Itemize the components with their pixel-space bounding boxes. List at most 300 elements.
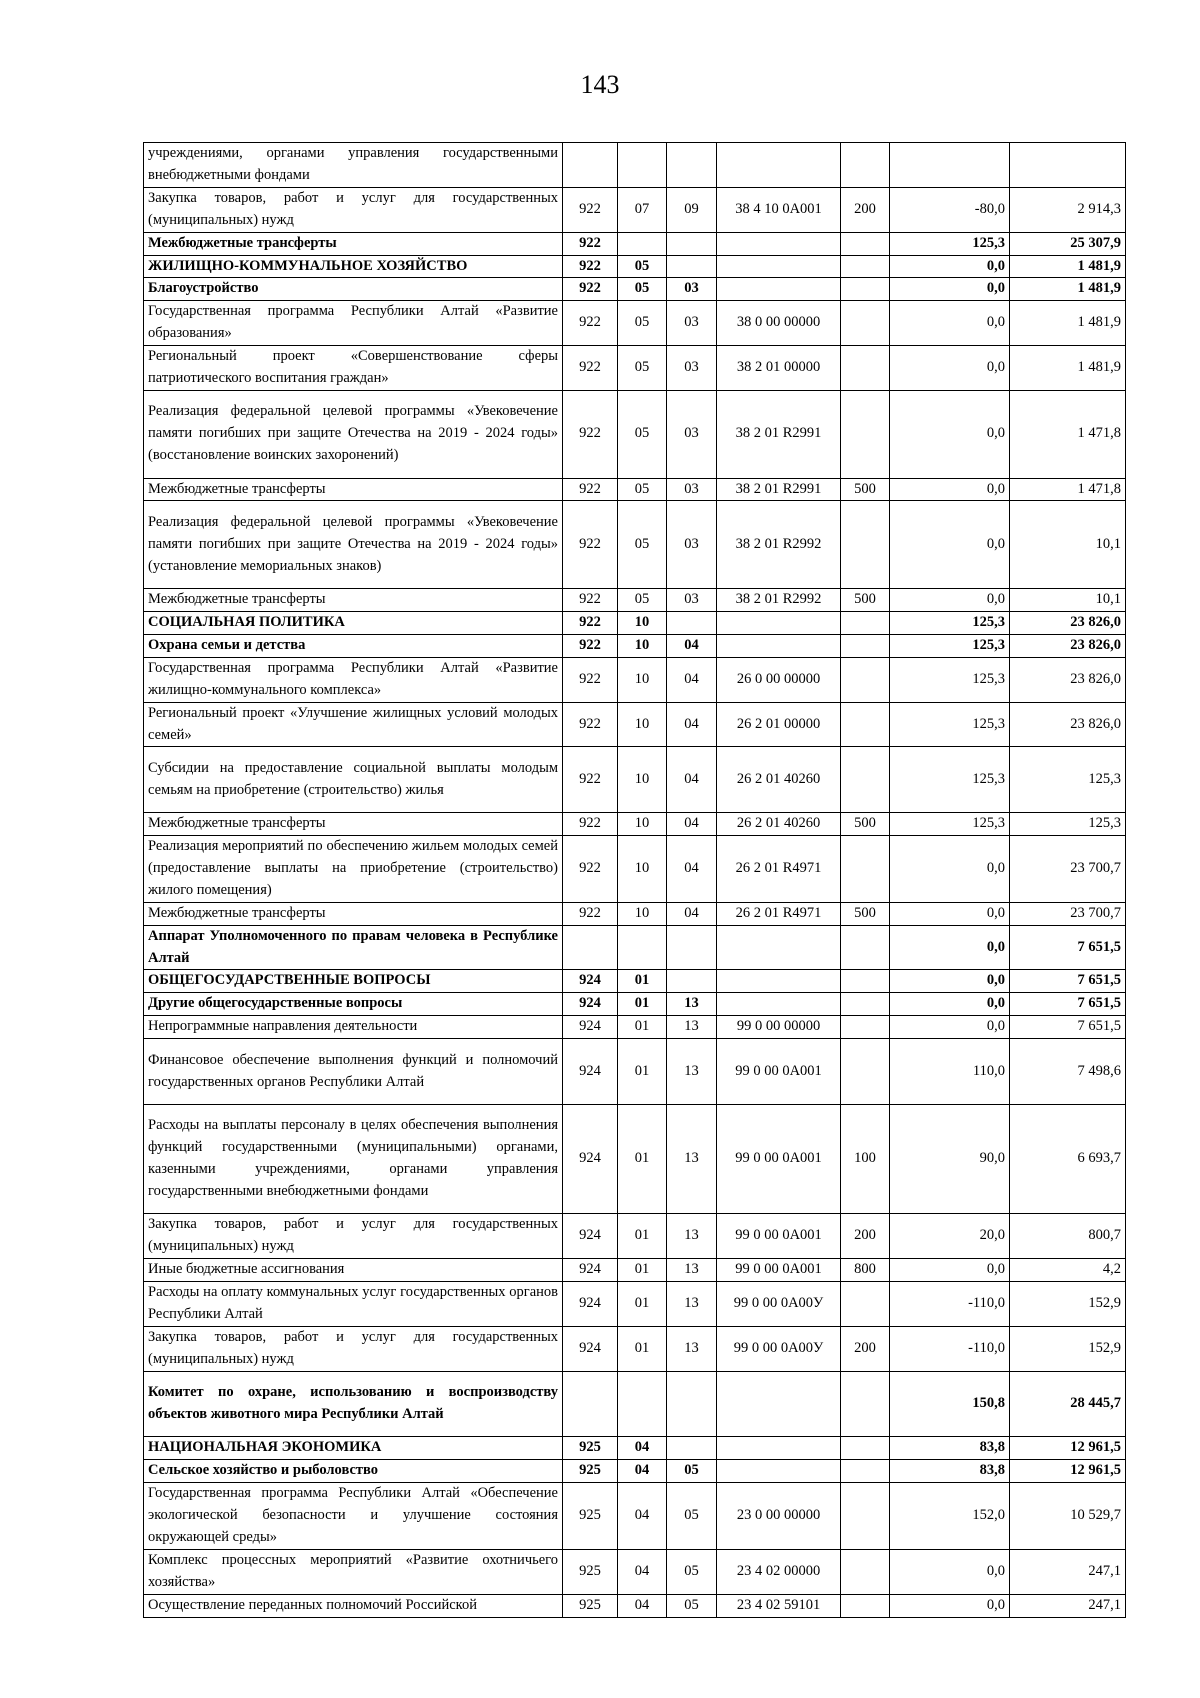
- target-article-cell: 38 2 01 R2991: [717, 390, 841, 478]
- total-amount-cell: 247,1: [1010, 1549, 1126, 1594]
- expense-type-cell: [841, 301, 890, 346]
- target-article-cell: 99 0 00 0А00У: [717, 1326, 841, 1371]
- change-amount-cell: 125,3: [890, 611, 1010, 634]
- total-amount-cell: [1010, 143, 1126, 188]
- target-article-cell: 26 2 01 R4971: [717, 902, 841, 925]
- item-name-cell: Реализация федеральной целевой программы «Увековечение памяти погибших при защите Отечества на 2019 - 2024 годы» (установление мемориальных знаков): [144, 501, 563, 589]
- department-code-cell: 925: [563, 1437, 618, 1460]
- target-article-cell: 23 4 02 59101: [717, 1594, 841, 1617]
- subsection-code-cell: 05: [667, 1460, 717, 1483]
- table-row: [144, 390, 1126, 478]
- expense-type-cell: [841, 970, 890, 993]
- table-row: [144, 1016, 1126, 1039]
- change-amount-cell: 110,0: [890, 1039, 1010, 1105]
- expense-type-cell: [841, 702, 890, 747]
- expense-type-cell: 200: [841, 187, 890, 232]
- subsection-code-cell: 04: [667, 634, 717, 657]
- change-amount-cell: 125,3: [890, 813, 1010, 836]
- department-code-cell: 922: [563, 255, 618, 278]
- department-code-cell: 925: [563, 1594, 618, 1617]
- target-article-cell: [717, 1460, 841, 1483]
- department-code-cell: 922: [563, 278, 618, 301]
- item-name-cell: Аппарат Уполномоченного по правам человека в Республике Алтай: [144, 925, 563, 970]
- budget-table: [143, 142, 1126, 1618]
- target-article-cell: 99 0 00 0А00У: [717, 1282, 841, 1327]
- target-article-cell: 99 0 00 0А001: [717, 1214, 841, 1259]
- section-code-cell: [618, 1371, 667, 1437]
- total-amount-cell: 23 700,7: [1010, 836, 1126, 903]
- expense-type-cell: [841, 836, 890, 903]
- subsection-code-cell: 03: [667, 278, 717, 301]
- subsection-code-cell: 04: [667, 902, 717, 925]
- table-row: [144, 501, 1126, 589]
- target-article-cell: 99 0 00 0А001: [717, 1039, 841, 1105]
- table-row: [144, 1437, 1126, 1460]
- change-amount-cell: 0,0: [890, 301, 1010, 346]
- change-amount-cell: 152,0: [890, 1483, 1010, 1550]
- section-code-cell: 10: [618, 634, 667, 657]
- total-amount-cell: 12 961,5: [1010, 1460, 1126, 1483]
- expense-type-cell: [841, 390, 890, 478]
- subsection-code-cell: 04: [667, 702, 717, 747]
- expense-type-cell: 500: [841, 902, 890, 925]
- change-amount-cell: 125,3: [890, 232, 1010, 255]
- target-article-cell: 38 2 01 R2992: [717, 501, 841, 589]
- expense-type-cell: [841, 925, 890, 970]
- subsection-code-cell: 09: [667, 187, 717, 232]
- department-code-cell: 922: [563, 589, 618, 612]
- item-name-cell: ОБЩЕГОСУДАРСТВЕННЫЕ ВОПРОСЫ: [144, 970, 563, 993]
- department-code-cell: 922: [563, 611, 618, 634]
- total-amount-cell: 23 826,0: [1010, 611, 1126, 634]
- subsection-code-cell: 13: [667, 1214, 717, 1259]
- table-row: [144, 747, 1126, 813]
- target-article-cell: 38 4 10 0А001: [717, 187, 841, 232]
- table-row: [144, 278, 1126, 301]
- department-code-cell: 924: [563, 993, 618, 1016]
- change-amount-cell: 125,3: [890, 702, 1010, 747]
- section-code-cell: 10: [618, 813, 667, 836]
- expense-type-cell: [841, 993, 890, 1016]
- change-amount-cell: 20,0: [890, 1214, 1010, 1259]
- change-amount-cell: -110,0: [890, 1282, 1010, 1327]
- target-article-cell: 26 0 00 00000: [717, 657, 841, 702]
- total-amount-cell: 2 914,3: [1010, 187, 1126, 232]
- table-row: [144, 187, 1126, 232]
- department-code-cell: 922: [563, 390, 618, 478]
- department-code-cell: [563, 1371, 618, 1437]
- subsection-code-cell: 03: [667, 478, 717, 501]
- table-row: [144, 611, 1126, 634]
- total-amount-cell: 6 693,7: [1010, 1104, 1126, 1214]
- table-row: [144, 1214, 1126, 1259]
- table-row: [144, 836, 1126, 903]
- change-amount-cell: 0,0: [890, 970, 1010, 993]
- expense-type-cell: [841, 346, 890, 391]
- table-row: [144, 1594, 1126, 1617]
- table-row: [144, 1460, 1126, 1483]
- subsection-code-cell: 05: [667, 1483, 717, 1550]
- total-amount-cell: 7 651,5: [1010, 1016, 1126, 1039]
- target-article-cell: [717, 925, 841, 970]
- total-amount-cell: 25 307,9: [1010, 232, 1126, 255]
- table-row: [144, 478, 1126, 501]
- item-name-cell: Государственная программа Республики Алтай «Развитие жилищно-коммунального комплекса»: [144, 657, 563, 702]
- expense-type-cell: [841, 501, 890, 589]
- total-amount-cell: 23 826,0: [1010, 702, 1126, 747]
- department-code-cell: 922: [563, 346, 618, 391]
- subsection-code-cell: 03: [667, 301, 717, 346]
- section-code-cell: 07: [618, 187, 667, 232]
- department-code-cell: 922: [563, 702, 618, 747]
- expense-type-cell: [841, 1282, 890, 1327]
- department-code-cell: 924: [563, 970, 618, 993]
- section-code-cell: 05: [618, 346, 667, 391]
- section-code-cell: 04: [618, 1549, 667, 1594]
- department-code-cell: 922: [563, 747, 618, 813]
- change-amount-cell: 0,0: [890, 346, 1010, 391]
- change-amount-cell: 0,0: [890, 902, 1010, 925]
- target-article-cell: 23 4 02 00000: [717, 1549, 841, 1594]
- change-amount-cell: 0,0: [890, 255, 1010, 278]
- department-code-cell: 924: [563, 1039, 618, 1105]
- section-code-cell: 10: [618, 747, 667, 813]
- item-name-cell: Осуществление переданных полномочий Российской: [144, 1594, 563, 1617]
- subsection-code-cell: 04: [667, 836, 717, 903]
- total-amount-cell: 12 961,5: [1010, 1437, 1126, 1460]
- department-code-cell: [563, 925, 618, 970]
- total-amount-cell: 23 826,0: [1010, 657, 1126, 702]
- change-amount-cell: 0,0: [890, 1594, 1010, 1617]
- table-row: [144, 589, 1126, 612]
- section-code-cell: 04: [618, 1437, 667, 1460]
- item-name-cell: Региональный проект «Улучшение жилищных условий молодых семей»: [144, 702, 563, 747]
- target-article-cell: [717, 993, 841, 1016]
- table-row: [144, 1104, 1126, 1214]
- target-article-cell: [717, 232, 841, 255]
- item-name-cell: Закупка товаров, работ и услуг для государственных (муниципальных) нужд: [144, 1326, 563, 1371]
- subsection-code-cell: 04: [667, 657, 717, 702]
- table-row: [144, 813, 1126, 836]
- change-amount-cell: -80,0: [890, 187, 1010, 232]
- expense-type-cell: [841, 747, 890, 813]
- section-code-cell: 05: [618, 589, 667, 612]
- subsection-code-cell: [667, 925, 717, 970]
- table-row: [144, 1282, 1126, 1327]
- expense-type-cell: 500: [841, 813, 890, 836]
- subsection-code-cell: 13: [667, 1259, 717, 1282]
- expense-type-cell: [841, 1594, 890, 1617]
- expense-type-cell: [841, 255, 890, 278]
- table-row: [144, 1326, 1126, 1371]
- section-code-cell: 01: [618, 993, 667, 1016]
- target-article-cell: [717, 143, 841, 188]
- section-code-cell: 05: [618, 255, 667, 278]
- item-name-cell: Комитет по охране, использованию и воспроизводству объектов животного мира Республики Алтай: [144, 1371, 563, 1437]
- subsection-code-cell: 13: [667, 1039, 717, 1105]
- expense-type-cell: [841, 278, 890, 301]
- expense-type-cell: [841, 634, 890, 657]
- section-code-cell: 10: [618, 836, 667, 903]
- total-amount-cell: 23 826,0: [1010, 634, 1126, 657]
- change-amount-cell: [890, 143, 1010, 188]
- target-article-cell: [717, 611, 841, 634]
- section-code-cell: 10: [618, 902, 667, 925]
- subsection-code-cell: 13: [667, 1282, 717, 1327]
- change-amount-cell: 0,0: [890, 589, 1010, 612]
- expense-type-cell: 200: [841, 1326, 890, 1371]
- total-amount-cell: 800,7: [1010, 1214, 1126, 1259]
- table-row: [144, 1259, 1126, 1282]
- target-article-cell: 23 0 00 00000: [717, 1483, 841, 1550]
- section-code-cell: 01: [618, 970, 667, 993]
- total-amount-cell: 152,9: [1010, 1326, 1126, 1371]
- total-amount-cell: 7 651,5: [1010, 993, 1126, 1016]
- expense-type-cell: 500: [841, 478, 890, 501]
- total-amount-cell: 1 471,8: [1010, 478, 1126, 501]
- target-article-cell: 38 2 01 00000: [717, 346, 841, 391]
- section-code-cell: [618, 925, 667, 970]
- change-amount-cell: 125,3: [890, 747, 1010, 813]
- department-code-cell: 925: [563, 1549, 618, 1594]
- section-code-cell: [618, 143, 667, 188]
- item-name-cell: НАЦИОНАЛЬНАЯ ЭКОНОМИКА: [144, 1437, 563, 1460]
- total-amount-cell: 247,1: [1010, 1594, 1126, 1617]
- change-amount-cell: 83,8: [890, 1437, 1010, 1460]
- department-code-cell: 922: [563, 813, 618, 836]
- subsection-code-cell: 13: [667, 993, 717, 1016]
- item-name-cell: Государственная программа Республики Алтай «Обеспечение экологической безопасности и улучшение состояния окружающей среды»: [144, 1483, 563, 1550]
- table-row: [144, 143, 1126, 188]
- table-row: [144, 1039, 1126, 1105]
- item-name-cell: Межбюджетные трансферты: [144, 478, 563, 501]
- subsection-code-cell: 05: [667, 1594, 717, 1617]
- change-amount-cell: 125,3: [890, 634, 1010, 657]
- subsection-code-cell: [667, 143, 717, 188]
- section-code-cell: 01: [618, 1259, 667, 1282]
- section-code-cell: [618, 232, 667, 255]
- change-amount-cell: 0,0: [890, 993, 1010, 1016]
- change-amount-cell: 0,0: [890, 1549, 1010, 1594]
- target-article-cell: 38 0 00 00000: [717, 301, 841, 346]
- subsection-code-cell: 03: [667, 390, 717, 478]
- target-article-cell: 38 2 01 R2991: [717, 478, 841, 501]
- expense-type-cell: [841, 1549, 890, 1594]
- expense-type-cell: [841, 611, 890, 634]
- item-name-cell: Расходы на выплаты персоналу в целях обеспечения выполнения функций государственными (муниципальными) органами, казенными учреждениями, органами управления государственными внебюджетными фондами: [144, 1104, 563, 1214]
- table-row: [144, 702, 1126, 747]
- department-code-cell: 922: [563, 301, 618, 346]
- budget-table-body: [144, 143, 1126, 1618]
- item-name-cell: Охрана семьи и детства: [144, 634, 563, 657]
- expense-type-cell: [841, 1460, 890, 1483]
- table-row: [144, 657, 1126, 702]
- total-amount-cell: 4,2: [1010, 1259, 1126, 1282]
- target-article-cell: 38 2 01 R2992: [717, 589, 841, 612]
- total-amount-cell: 1 471,8: [1010, 390, 1126, 478]
- department-code-cell: 924: [563, 1282, 618, 1327]
- section-code-cell: 10: [618, 657, 667, 702]
- subsection-code-cell: 04: [667, 747, 717, 813]
- table-row: [144, 1371, 1126, 1437]
- total-amount-cell: 125,3: [1010, 747, 1126, 813]
- table-row: [144, 902, 1126, 925]
- item-name-cell: учреждениями, органами управления государственными внебюджетными фондами: [144, 143, 563, 188]
- change-amount-cell: 125,3: [890, 657, 1010, 702]
- item-name-cell: Закупка товаров, работ и услуг для государственных (муниципальных) нужд: [144, 187, 563, 232]
- subsection-code-cell: 03: [667, 346, 717, 391]
- subsection-code-cell: 05: [667, 1549, 717, 1594]
- section-code-cell: 01: [618, 1282, 667, 1327]
- department-code-cell: 922: [563, 657, 618, 702]
- target-article-cell: [717, 1437, 841, 1460]
- total-amount-cell: 1 481,9: [1010, 346, 1126, 391]
- section-code-cell: 05: [618, 390, 667, 478]
- section-code-cell: 05: [618, 501, 667, 589]
- expense-type-cell: [841, 232, 890, 255]
- department-code-cell: 922: [563, 836, 618, 903]
- item-name-cell: Непрограммные направления деятельности: [144, 1016, 563, 1039]
- department-code-cell: 924: [563, 1104, 618, 1214]
- expense-type-cell: [841, 1483, 890, 1550]
- table-row: [144, 1549, 1126, 1594]
- table-row: [144, 346, 1126, 391]
- item-name-cell: Другие общегосударственные вопросы: [144, 993, 563, 1016]
- expense-type-cell: 500: [841, 589, 890, 612]
- total-amount-cell: 1 481,9: [1010, 301, 1126, 346]
- item-name-cell: Межбюджетные трансферты: [144, 232, 563, 255]
- total-amount-cell: 23 700,7: [1010, 902, 1126, 925]
- target-article-cell: 26 2 01 00000: [717, 702, 841, 747]
- target-article-cell: 99 0 00 0А001: [717, 1104, 841, 1214]
- item-name-cell: Комплекс процессных мероприятий «Развитие охотничьего хозяйства»: [144, 1549, 563, 1594]
- subsection-code-cell: [667, 1437, 717, 1460]
- change-amount-cell: 0,0: [890, 501, 1010, 589]
- change-amount-cell: 90,0: [890, 1104, 1010, 1214]
- target-article-cell: [717, 278, 841, 301]
- section-code-cell: 10: [618, 702, 667, 747]
- section-code-cell: 01: [618, 1039, 667, 1105]
- target-article-cell: 26 2 01 R4971: [717, 836, 841, 903]
- subsection-code-cell: 13: [667, 1326, 717, 1371]
- subsection-code-cell: [667, 970, 717, 993]
- change-amount-cell: 0,0: [890, 1016, 1010, 1039]
- expense-type-cell: [841, 657, 890, 702]
- section-code-cell: 05: [618, 278, 667, 301]
- department-code-cell: 922: [563, 501, 618, 589]
- department-code-cell: 924: [563, 1214, 618, 1259]
- item-name-cell: Межбюджетные трансферты: [144, 589, 563, 612]
- subsection-code-cell: 03: [667, 589, 717, 612]
- item-name-cell: ЖИЛИЩНО-КОММУНАЛЬНОЕ ХОЗЯЙСТВО: [144, 255, 563, 278]
- item-name-cell: Расходы на оплату коммунальных услуг государственных органов Республики Алтай: [144, 1282, 563, 1327]
- section-code-cell: 04: [618, 1483, 667, 1550]
- item-name-cell: Реализация мероприятий по обеспечению жильем молодых семей (предоставление выплаты на приобретение (строительство) жилого помещения): [144, 836, 563, 903]
- item-name-cell: Межбюджетные трансферты: [144, 902, 563, 925]
- target-article-cell: [717, 634, 841, 657]
- item-name-cell: Финансовое обеспечение выполнения функций и полномочий государственных органов Республики Алтай: [144, 1039, 563, 1105]
- total-amount-cell: 7 651,5: [1010, 970, 1126, 993]
- item-name-cell: Закупка товаров, работ и услуг для государственных (муниципальных) нужд: [144, 1214, 563, 1259]
- section-code-cell: 01: [618, 1104, 667, 1214]
- total-amount-cell: 152,9: [1010, 1282, 1126, 1327]
- target-article-cell: 26 2 01 40260: [717, 747, 841, 813]
- item-name-cell: Реализация федеральной целевой программы «Увековечение памяти погибших при защите Отечества на 2019 - 2024 годы» (восстановление воинских захоронений): [144, 390, 563, 478]
- department-code-cell: 922: [563, 232, 618, 255]
- total-amount-cell: 10 529,7: [1010, 1483, 1126, 1550]
- change-amount-cell: 0,0: [890, 478, 1010, 501]
- change-amount-cell: -110,0: [890, 1326, 1010, 1371]
- expense-type-cell: [841, 143, 890, 188]
- total-amount-cell: 7 498,6: [1010, 1039, 1126, 1105]
- target-article-cell: [717, 970, 841, 993]
- change-amount-cell: 83,8: [890, 1460, 1010, 1483]
- page-number: 143: [580, 70, 620, 99]
- item-name-cell: Благоустройство: [144, 278, 563, 301]
- item-name-cell: Субсидии на предоставление социальной выплаты молодым семьям на приобретение (строительство) жилья: [144, 747, 563, 813]
- change-amount-cell: 0,0: [890, 925, 1010, 970]
- total-amount-cell: 28 445,7: [1010, 1371, 1126, 1437]
- target-article-cell: 99 0 00 0А001: [717, 1259, 841, 1282]
- table-row: [144, 232, 1126, 255]
- department-code-cell: 924: [563, 1016, 618, 1039]
- subsection-code-cell: [667, 232, 717, 255]
- total-amount-cell: 7 651,5: [1010, 925, 1126, 970]
- expense-type-cell: 800: [841, 1259, 890, 1282]
- total-amount-cell: 10,1: [1010, 589, 1126, 612]
- section-code-cell: 01: [618, 1214, 667, 1259]
- item-name-cell: Сельское хозяйство и рыболовство: [144, 1460, 563, 1483]
- item-name-cell: Государственная программа Республики Алтай «Развитие образования»: [144, 301, 563, 346]
- target-article-cell: [717, 1371, 841, 1437]
- total-amount-cell: 1 481,9: [1010, 278, 1126, 301]
- section-code-cell: 10: [618, 611, 667, 634]
- expense-type-cell: 200: [841, 1214, 890, 1259]
- item-name-cell: Иные бюджетные ассигнования: [144, 1259, 563, 1282]
- section-code-cell: 05: [618, 478, 667, 501]
- change-amount-cell: 0,0: [890, 390, 1010, 478]
- department-code-cell: [563, 143, 618, 188]
- section-code-cell: 05: [618, 301, 667, 346]
- subsection-code-cell: [667, 611, 717, 634]
- change-amount-cell: 0,0: [890, 836, 1010, 903]
- table-row: [144, 993, 1126, 1016]
- subsection-code-cell: 03: [667, 501, 717, 589]
- target-article-cell: 99 0 00 00000: [717, 1016, 841, 1039]
- subsection-code-cell: 13: [667, 1016, 717, 1039]
- section-code-cell: 04: [618, 1460, 667, 1483]
- total-amount-cell: 10,1: [1010, 501, 1126, 589]
- expense-type-cell: 100: [841, 1104, 890, 1214]
- expense-type-cell: [841, 1016, 890, 1039]
- expense-type-cell: [841, 1371, 890, 1437]
- subsection-code-cell: 13: [667, 1104, 717, 1214]
- section-code-cell: 01: [618, 1016, 667, 1039]
- target-article-cell: [717, 255, 841, 278]
- target-article-cell: 26 2 01 40260: [717, 813, 841, 836]
- department-code-cell: 922: [563, 478, 618, 501]
- section-code-cell: 04: [618, 1594, 667, 1617]
- department-code-cell: 924: [563, 1326, 618, 1371]
- change-amount-cell: 0,0: [890, 278, 1010, 301]
- expense-type-cell: [841, 1039, 890, 1105]
- change-amount-cell: 150,8: [890, 1371, 1010, 1437]
- department-code-cell: 925: [563, 1483, 618, 1550]
- table-row: [144, 255, 1126, 278]
- change-amount-cell: 0,0: [890, 1259, 1010, 1282]
- total-amount-cell: 125,3: [1010, 813, 1126, 836]
- item-name-cell: СОЦИАЛЬНАЯ ПОЛИТИКА: [144, 611, 563, 634]
